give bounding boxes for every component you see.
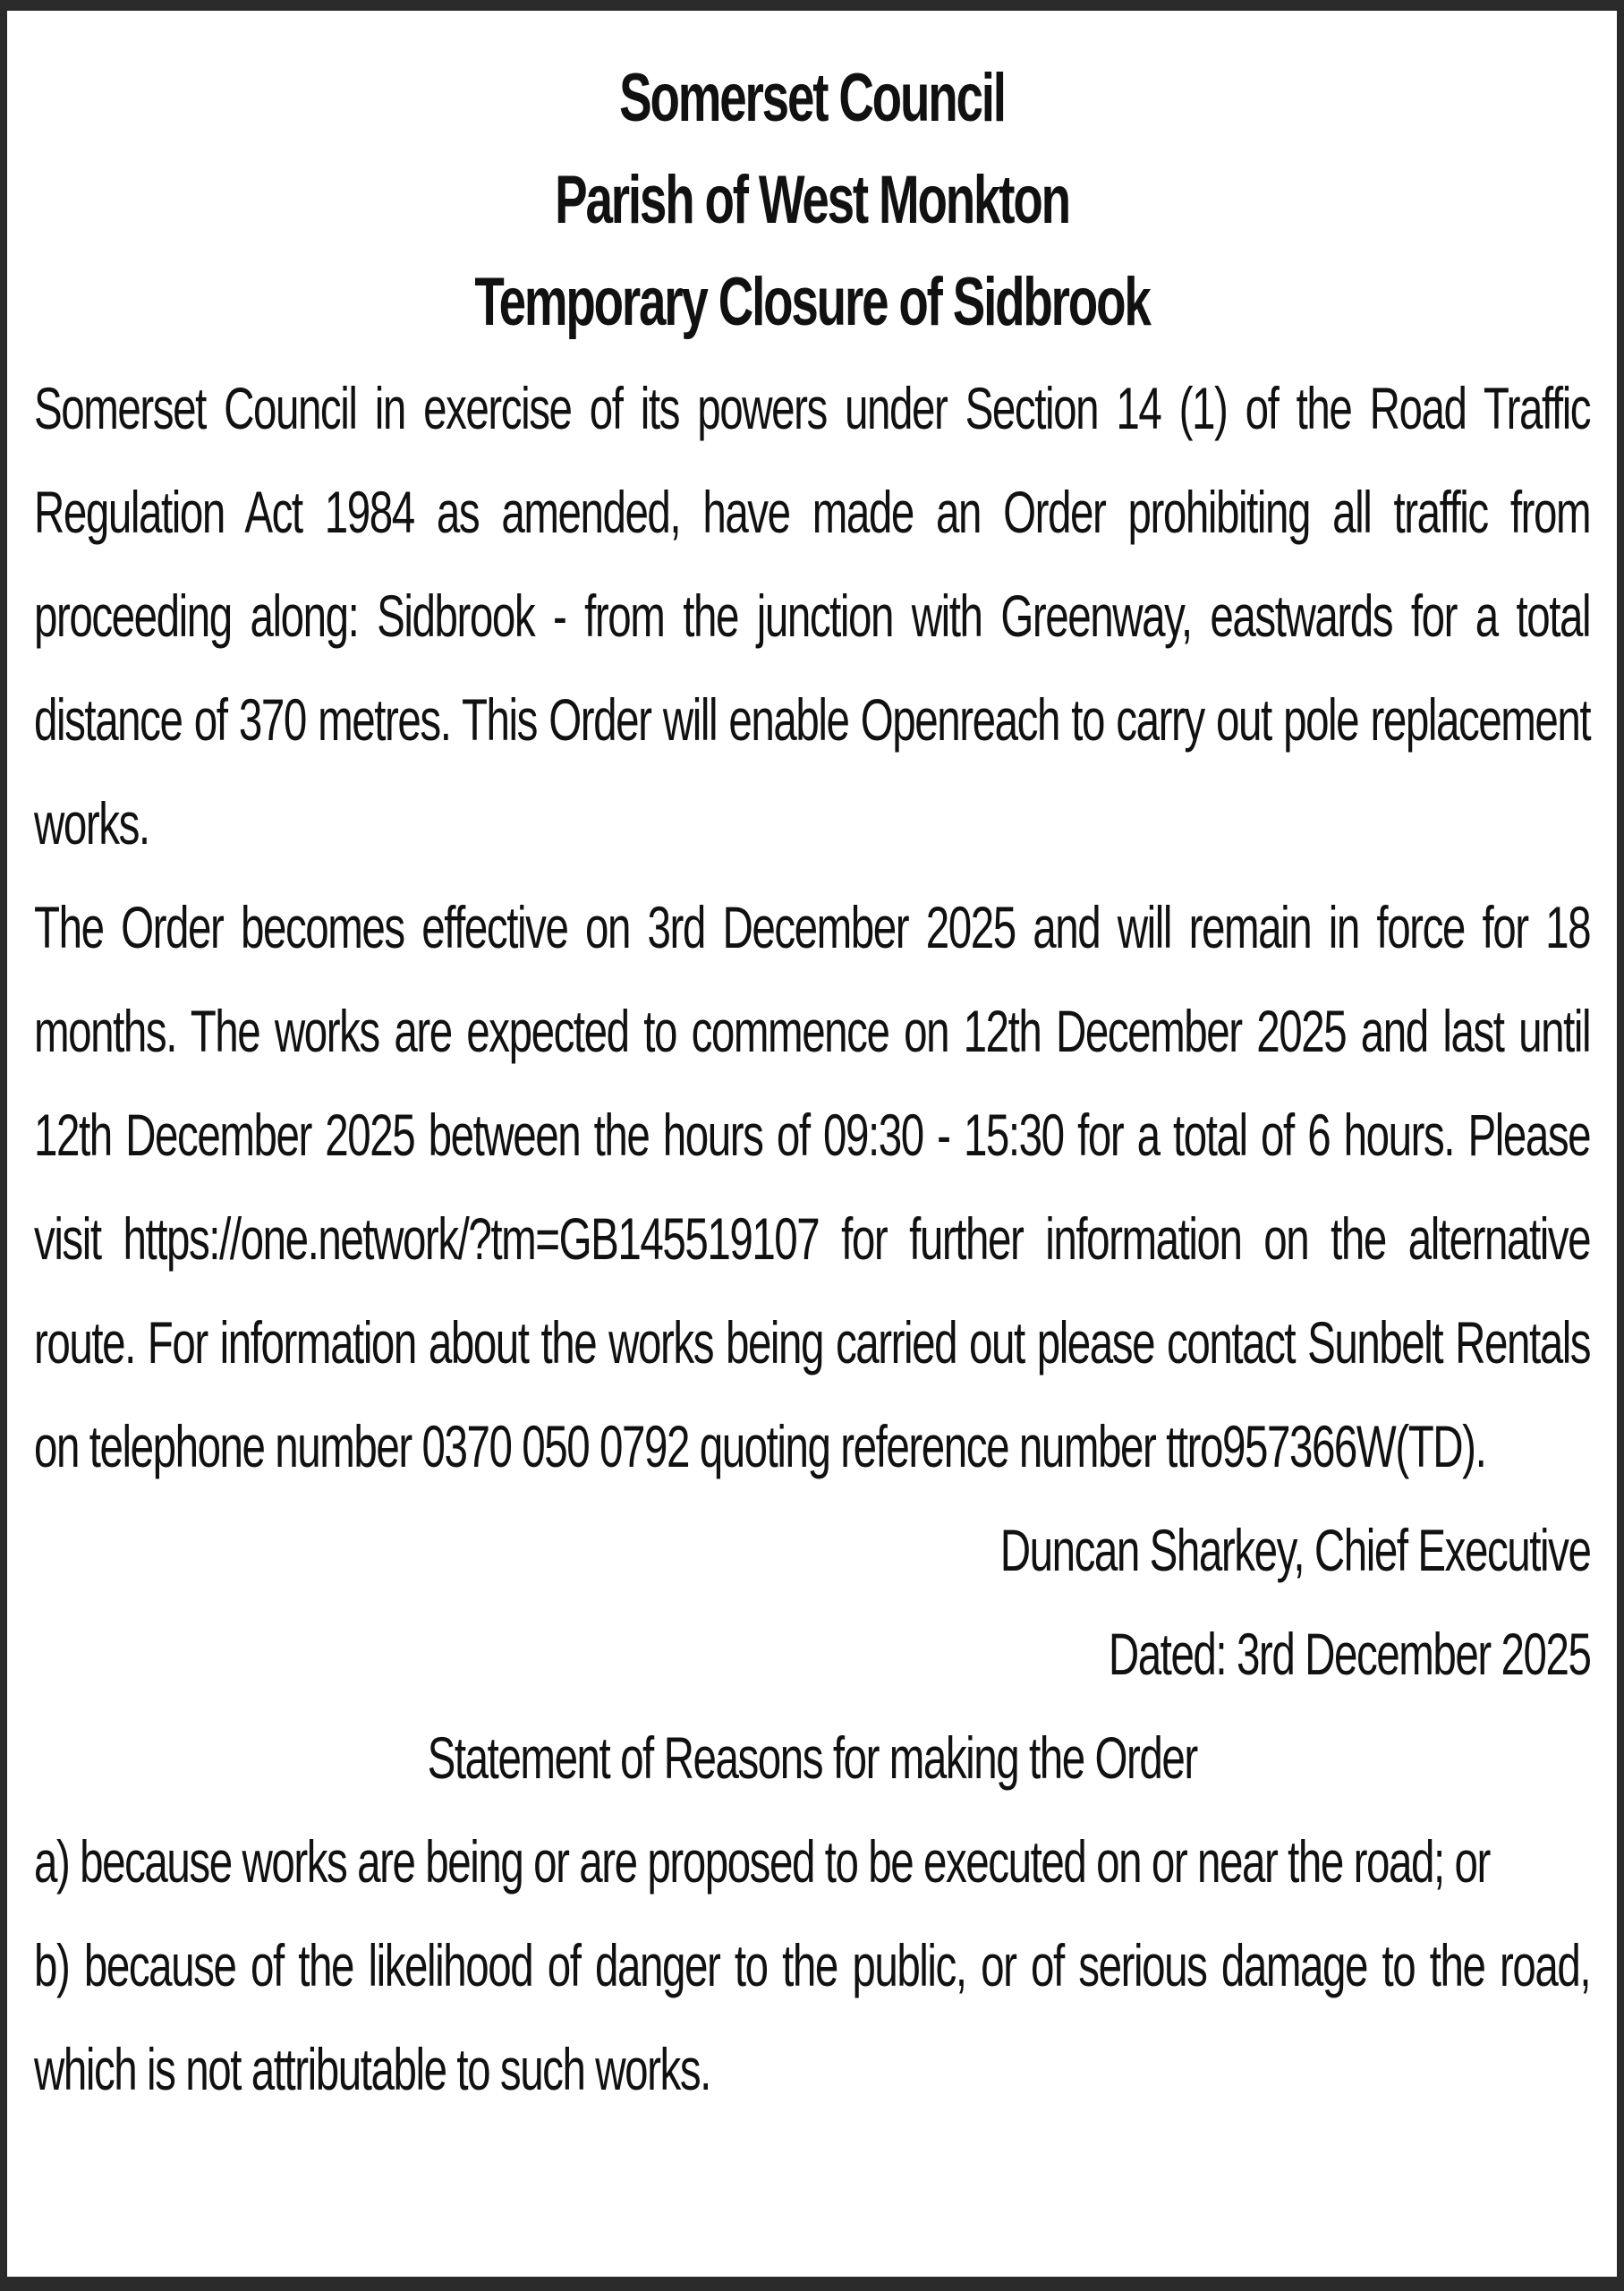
reason-b-text: b) because of the likelihood of danger to the public, or of serious damage to the road, which is not attributable to such works. (34, 1932, 1591, 2102)
closure-heading: Temporary Closure of Sidbrook (474, 264, 1150, 340)
reason-a (34, 1810, 1590, 1913)
order-paragraph (34, 356, 1590, 875)
council-name-heading: Somerset Council (619, 60, 1005, 136)
reason-b (34, 1913, 1590, 2121)
dates-paragraph-text: The Order becomes effective on 3rd December 2025 and will remain in force for 18 months. The works are expected to commence on 12th December 2025 and last until 12th December 2025 between the hours of 09:30 - 15:30 for a total of 6 hours. Please visit https://one.network/?tm=GB145519107 for further information on the alternative route. For information about the works being carried out please contact Sunbelt Rentals on telephone number 0370 050 0792 quoting reference number ttro957366W(TD). (34, 894, 1591, 1479)
reasons-heading-text: Statement of Reasons for making the Order (427, 1725, 1197, 1791)
signatory-line (34, 1498, 1590, 1602)
reasons-heading (34, 1706, 1590, 1810)
reason-a-text: a) because works are being or are proposed to be executed on or near the road; or (34, 1828, 1490, 1895)
order-paragraph-text: Somerset Council in exercise of its powers under Section 14 (1) of the Road Traffic Regulation Act 1984 as amended, have made an Order prohibiting all traffic from proceeding along: Sidbrook - from the junction with Greenway, eastwards for a total distance of 370 metres. This Order will enable Openreach to carry out pole replacement works. (34, 375, 1591, 856)
dates-paragraph (34, 875, 1590, 1498)
signatory-text: Duncan Sharkey, Chief Executive (999, 1517, 1590, 1583)
dated-line (34, 1602, 1590, 1706)
public-notice (7, 11, 1617, 2277)
dated-text: Dated: 3rd December 2025 (1108, 1621, 1590, 1687)
parish-heading: Parish of West Monkton (555, 162, 1069, 238)
